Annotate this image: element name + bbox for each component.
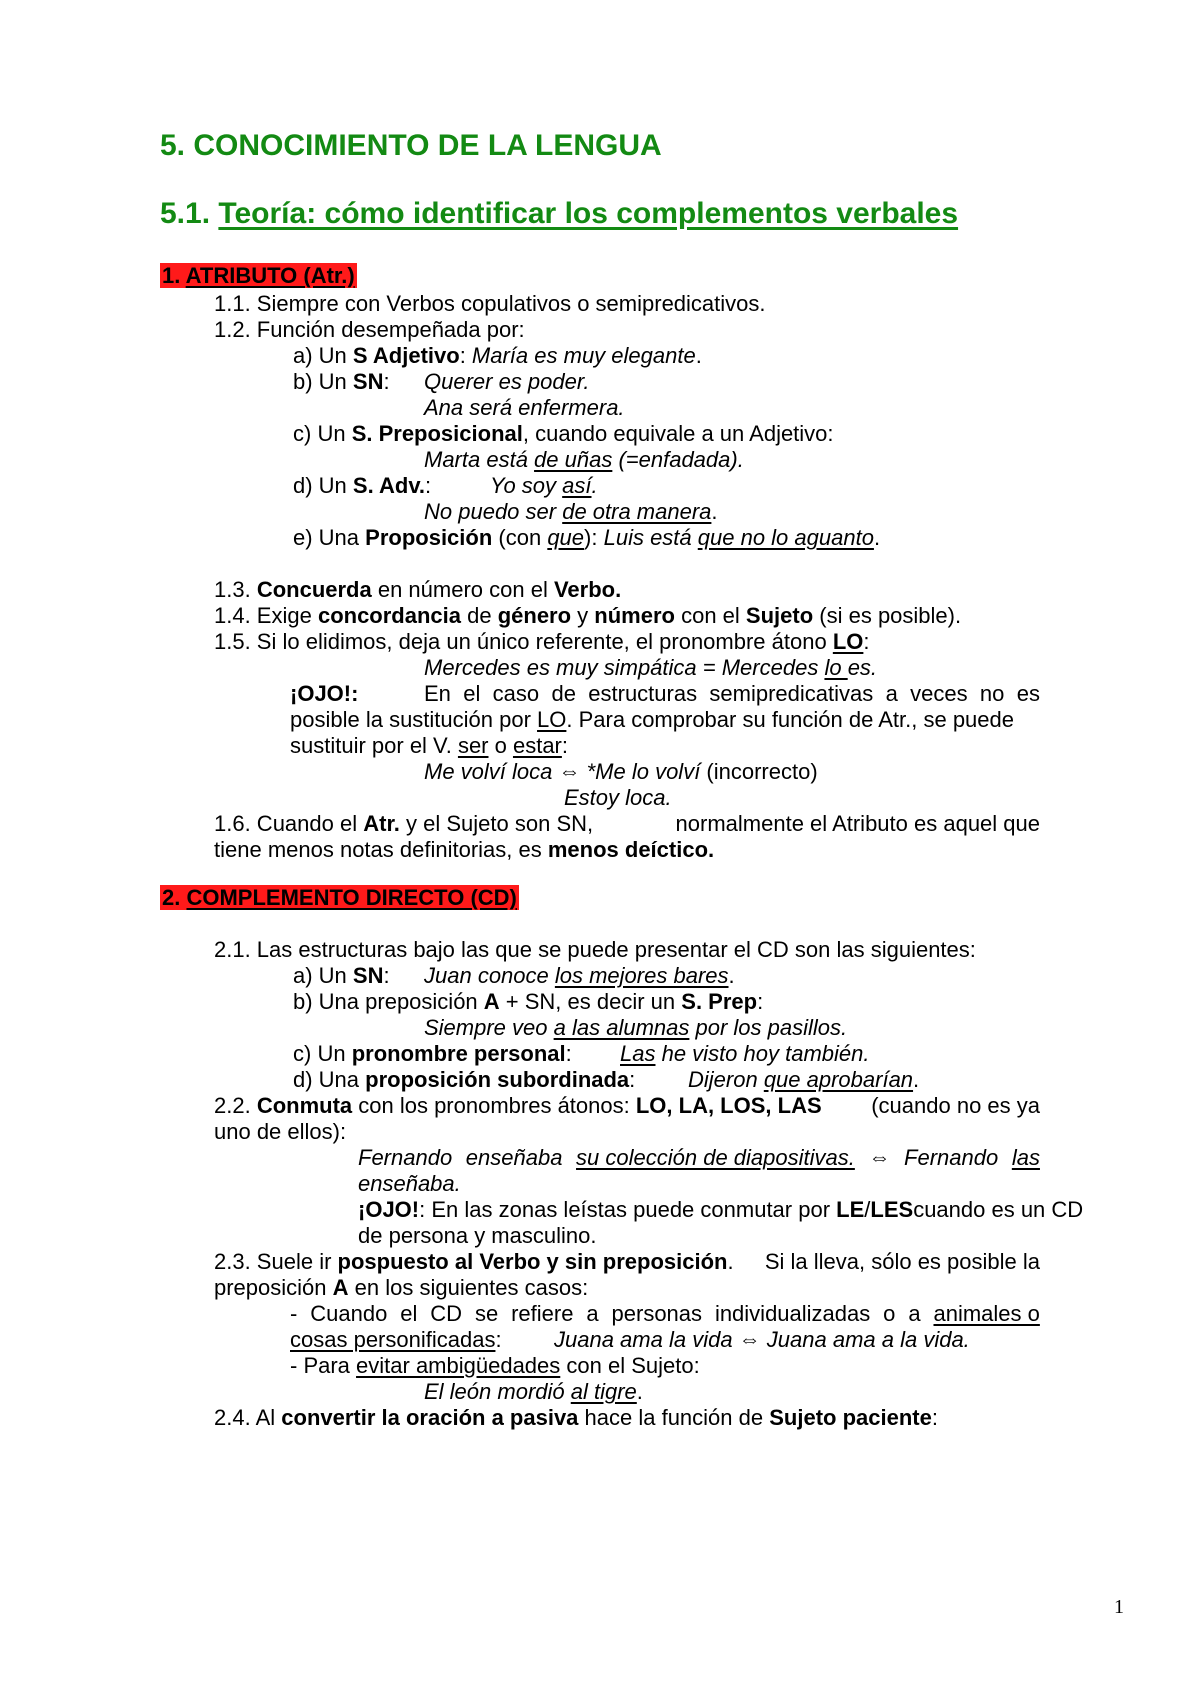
page-title: 5. CONOCIMIENTO DE LA LENGUA (160, 129, 662, 162)
line-1-6: 1.6. Cuando el Atr. y el Sujeto son SN, normalmente el Atributo es aquel que (214, 811, 1040, 836)
heading-highlight: 1. ATRIBUTO (Atr.) (162, 263, 355, 288)
page-number: 1 (1114, 1596, 1124, 1618)
ojo-text-1: En el caso de estructuras semipredicativas a veces no es (424, 681, 1040, 706)
ojo-label: ¡OJO!: (290, 681, 359, 706)
item-b: b) Un SN: (293, 369, 390, 394)
item-c-example: Marta está de uñas (=enfadada). (424, 447, 744, 472)
cd-item-a: a) Un SN: (293, 963, 390, 988)
ojo-example-2: Estoy loca. (564, 785, 672, 810)
cd-item-c: c) Un pronombre personal: (293, 1041, 572, 1066)
line-2-4: 2.4. Al convertir la oración a pasiva hace la función de Sujeto paciente: (214, 1405, 938, 1430)
item-d-example-1: Yo soy así. (490, 473, 598, 498)
section-subtitle (160, 197, 959, 230)
line-2-3: 2.3. Suele ir pospuesto al Verbo y sin preposición. Si la lleva, sólo es posible la (214, 1249, 1040, 1274)
cd-ojo-1: ¡OJO!: En las zonas leístas puede conmutar por LE/LES cuando es un CD (358, 1197, 1084, 1222)
line-2-3-cont: preposición A en los siguientes casos: (214, 1275, 589, 1300)
line-1-4: 1.4. Exige concordancia de género y número con el Sujeto (si es posible). (214, 603, 962, 628)
cd-ojo-2: de persona y masculino. (358, 1223, 597, 1248)
item-e: e) Una Proposición (con que): Luis está que no lo aguanto. (293, 525, 881, 550)
cd-item-a-example: Juan conoce los mejores bares. (424, 963, 735, 988)
ojo-text-3: sustituir por el V. ser o estar: (290, 733, 569, 758)
line-2-2-cont: uno de ellos): (214, 1119, 347, 1144)
line-2-3-case-1-cont: cosas personificadas: (290, 1327, 502, 1352)
line-2-2-example: Fernando enseñaba su colección de diapositivas. ⇔ Fernando las (358, 1145, 1040, 1170)
line-2-3-case-2: - Para evitar ambigüedades con el Sujeto: (290, 1353, 700, 1378)
item-d: d) Un S. Adv.: (293, 473, 432, 498)
line-1-3: 1.3. Concuerda en número con el Verbo. (214, 577, 622, 602)
item-b-example-1: Querer es poder. (424, 369, 590, 394)
cd-item-b: b) Una preposición A + SN, es decir un S. Prep: (293, 989, 764, 1014)
item-d-example-2: No puedo ser de otra manera. (424, 499, 718, 524)
line-1-5-example: Mercedes es muy simpática = Mercedes lo es. (424, 655, 878, 680)
ojo-example-1: Me volví loca ⇔ *Me lo volví (incorrecto) (424, 759, 818, 784)
subtitle-number: 5.1. (160, 197, 211, 230)
subtitle-text: Teoría: cómo identificar los complementos verbales (218, 197, 959, 230)
item-b-example-2: Ana será enfermera. (424, 395, 625, 420)
line-2-2: 2.2. Conmuta con los pronombres átonos: LO, LA, LOS, LAS (cuando no es ya (214, 1093, 1040, 1118)
cd-item-c-example: Las he visto hoy también. (620, 1041, 870, 1066)
cd-item-b-example: Siempre veo a las alumnas por los pasillos. (424, 1015, 848, 1040)
cd-item-d: d) Una proposición subordinada: (293, 1067, 636, 1092)
line-1-2: 1.2. Función desempeñada por: (214, 317, 525, 342)
line-2-3-case-1-example: Juana ama la vida ⇔ Juana ama a la vida. (554, 1327, 970, 1352)
line-1-6-cont: tiene menos notas definitorias, es menos deíctico. (214, 837, 715, 862)
heading-highlight: 2. COMPLEMENTO DIRECTO (CD) (162, 885, 517, 910)
line-1-1: 1.1. Siempre con Verbos copulativos o semipredicativos. (214, 291, 766, 316)
heading-atributo (160, 262, 357, 290)
line-2-2-example-cont: enseñaba. (358, 1171, 461, 1196)
item-a: a) Un S Adjetivo: María es muy elegante. (293, 343, 702, 368)
line-2-1: 2.1. Las estructuras bajo las que se puede presentar el CD son las siguientes: (214, 937, 976, 962)
cd-item-d-example: Dijeron que aprobarían. (688, 1067, 920, 1092)
line-2-3-case-2-example: El león mordió al tigre. (424, 1379, 643, 1404)
item-c: c) Un S. Preposicional, cuando equivale a un Adjetivo: (293, 421, 834, 446)
ojo-text-2: posible la sustitución por LO. Para comprobar su función de Atr., se puede (290, 707, 1014, 732)
line-2-3-case-1: - Cuando el CD se refiere a personas individualizadas o a animales o (290, 1301, 1040, 1326)
line-1-5: 1.5. Si lo elidimos, deja un único referente, el pronombre átono LO: (214, 629, 870, 654)
heading-complemento-directo (160, 884, 519, 912)
